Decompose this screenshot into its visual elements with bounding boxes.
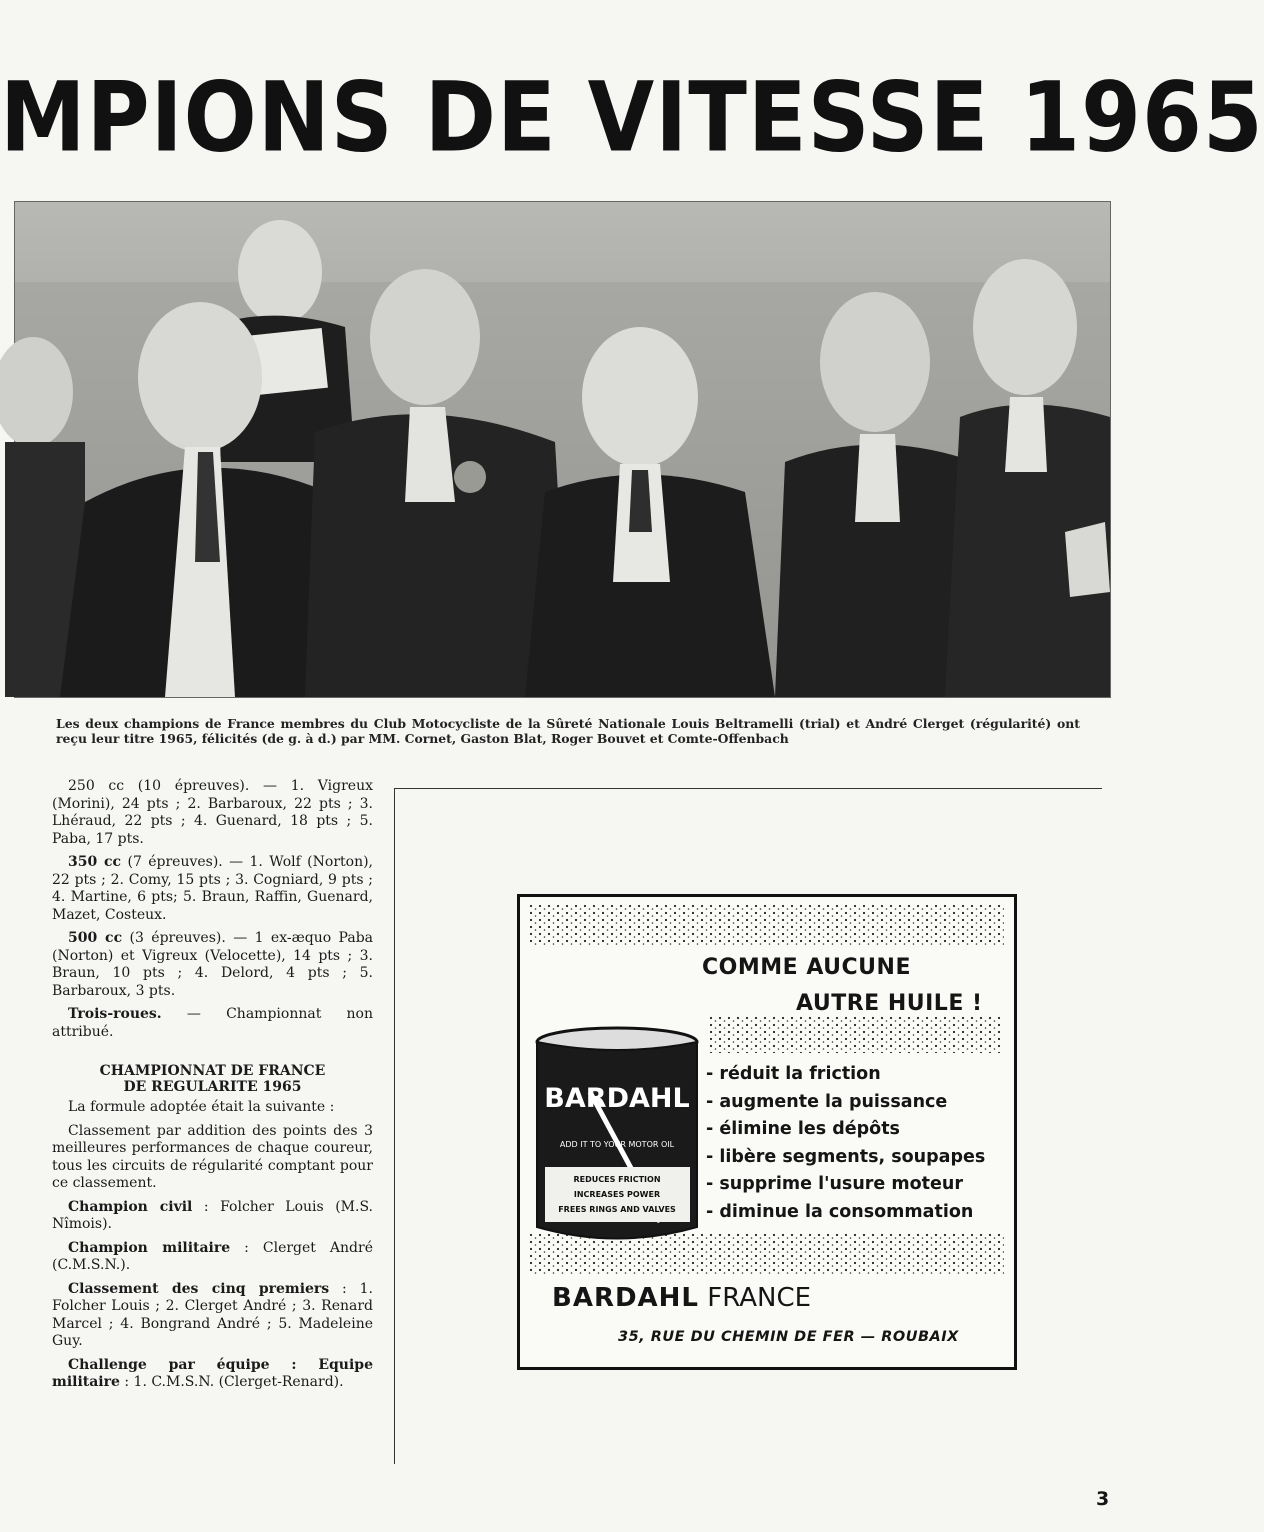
column-divider-vertical: [394, 789, 395, 1464]
challenge-equipe: Challenge par équipe : Equipe militaire : 1. C.M.S.N. (Clerget-Renard).: [52, 1356, 373, 1390]
results-500cc: 500 cc (3 épreuves). — 1 ex-æquo Paba (Norton) et Vigreux (Velocette), 14 pts ; 3. Braun, 10 pts ; 4. Delord, 4 pts ; 5. Barbaroux, 3 pts.: [52, 930, 374, 999]
benefit-item: - réduit la friction: [706, 1064, 881, 1084]
can-increases-power: INCREASES POWER: [573, 1190, 661, 1199]
column-divider-horizontal: [394, 788, 1102, 789]
results-trois-roues: Trois-roues. — Championnat non attribué.: [52, 1006, 373, 1040]
benefit-item: - élimine les dépôts: [706, 1119, 900, 1139]
oil-can-illustration: [530, 1022, 705, 1252]
benefit-item: - augmente la puissance: [706, 1091, 948, 1112]
results-350cc: 350 cc (7 épreuves). — 1. Wolf (Norton), 22 pts ; 2. Comy, 15 pts ; 3. Cogniard, 9 pts ; 4. Martine, 6 pts; 5. Braun, Raffin, Guenard, Mazet, Costeux.: [52, 854, 373, 923]
section-heading: CHAMPIONNAT DE FRANCE DE REGULARITE 1965: [99, 1063, 326, 1095]
photo-illustration: [15, 202, 1110, 697]
classement-paragraph: Classement par addition des points des 3 meilleures performances de chaque coureur, tous les circuits de régularité comptant pour ce classement.: [52, 1122, 373, 1191]
can-brand: BARDAHL: [544, 1083, 690, 1114]
group-photo: [14, 201, 1111, 698]
bardahl-advertisement: [517, 894, 1017, 1370]
results-250cc: 250 cc (10 épreuves). — 1. Vigreux (Morini), 24 pts ; 2. Barbaroux, 22 pts ; 3. Lhéraud, 22 pts ; 4. Guenard, 18 pts ; 5. Paba, 17 pts.: [52, 778, 373, 847]
can-frees-rings: FREES RINGS AND VALVES: [558, 1205, 676, 1214]
page-number: 3: [1096, 1488, 1110, 1510]
benefit-item: - libère segments, soupapes: [706, 1146, 986, 1167]
formule-paragraph: La formule adoptée était la suivante :: [68, 1099, 335, 1115]
classement-cinq: Classement des cinq premiers : 1. Folcher Louis ; 2. Clerget André ; 3. Renard Marcel ; 4. Bongrand André ; 5. Madeleine Guy.: [52, 1280, 373, 1349]
champion-militaire: Champion militaire : Clerget André (C.M.S.N.).: [52, 1239, 373, 1273]
ad-slogan-line1: COMME AUCUNE: [698, 955, 915, 980]
champion-civil: Champion civil : Folcher Louis (M.S. Nîmois).: [52, 1198, 373, 1232]
results-column: [52, 778, 373, 1398]
ad-address: 35, RUE DU CHEMIN DE FER — ROUBAIX: [618, 1329, 959, 1345]
ad-benefits-list: [706, 1061, 985, 1226]
ad-slogan-line2: AUTRE HUILE !: [792, 991, 987, 1016]
can-reduces-friction: REDUCES FRICTION: [573, 1175, 661, 1184]
benefit-item: - supprime l'usure moteur: [706, 1174, 963, 1194]
headline: MPIONS DE VITESSE 1965: [0, 62, 1264, 174]
ad-brand: BARDAHL FRANCE: [548, 1283, 815, 1313]
photo-caption: Les deux champions de France membres du Club Motocycliste de la Sûreté Nationale Louis Beltramelli (trial) et André Clerget (régularité) ont reçu leur titre 1965, félicités (de g. à d.) par MM. Cornet, Gaston Blat, Roger Bouvet et Comte-Offenbach: [56, 716, 1080, 746]
can-tagline: ADD IT TO YOUR MOTOR OIL: [559, 1140, 675, 1149]
benefit-item: - diminue la consommation: [706, 1201, 974, 1222]
